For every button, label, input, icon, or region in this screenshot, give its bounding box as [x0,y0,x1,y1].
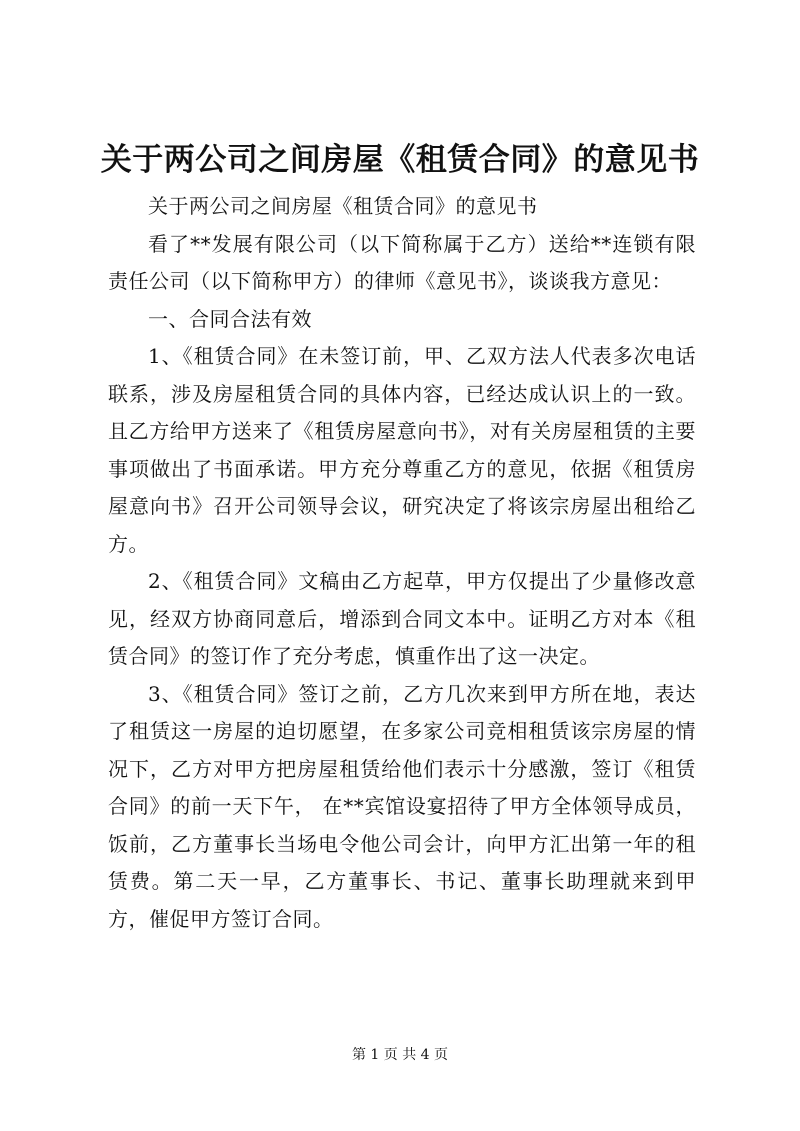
page-number: 第 1 页 共 4 页 [351,1047,449,1063]
document-body [108,188,696,938]
intro-paragraph: 看了**发展有限公司（以下简称属于乙方）送给**连锁有限责任公司（以下简称甲方）的律师《意见书》，谈谈我方意见： [108,231,696,293]
paragraph-3: 3、《租赁合同》签订之前，乙方几次来到甲方所在地，表达了租赁这一房屋的迫切愿望，在多家公司竞相租赁该宗房屋的情况下，乙方对甲方把房屋租赁给他们表示十分感激，签订《租赁合同》的前一天下午， 在**宾馆设宴招待了甲方全体领导成员，饭前，乙方董事长当场电令他公司会计，向甲方汇出第一年的租赁费。第二天一早，乙方董事长、书记、董事长助理就来到甲方，催促甲方签订合同。 [108,681,696,931]
paragraph-1: 1、《租赁合同》在未签订前，甲、乙双方法人代表多次电话联系，涉及房屋租赁合同的具体内容，已经达成认识上的一致。且乙方给甲方送来了《租赁房屋意向书》，对有关房屋租赁的主要事项做出了书面承诺。甲方充分尊重乙方的意见，依据《租赁房屋意向书》召开公司领导会议，研究决定了将该宗房屋出租给乙方。 [108,344,696,556]
subtitle-paragraph: 关于两公司之间房屋《租赁合同》的意见书 [148,194,538,218]
document-title: 关于两公司之间房屋《租赁合同》的意见书 [100,142,700,178]
paragraph-2: 2、《租赁合同》文稿由乙方起草，甲方仅提出了少量修改意见，经双方协商同意后，增添到合同文本中。证明乙方对本《租赁合同》的签订作了充分考虑，慎重作出了这一决定。 [108,569,696,668]
section-heading: 一、合同合法有效 [148,306,312,331]
